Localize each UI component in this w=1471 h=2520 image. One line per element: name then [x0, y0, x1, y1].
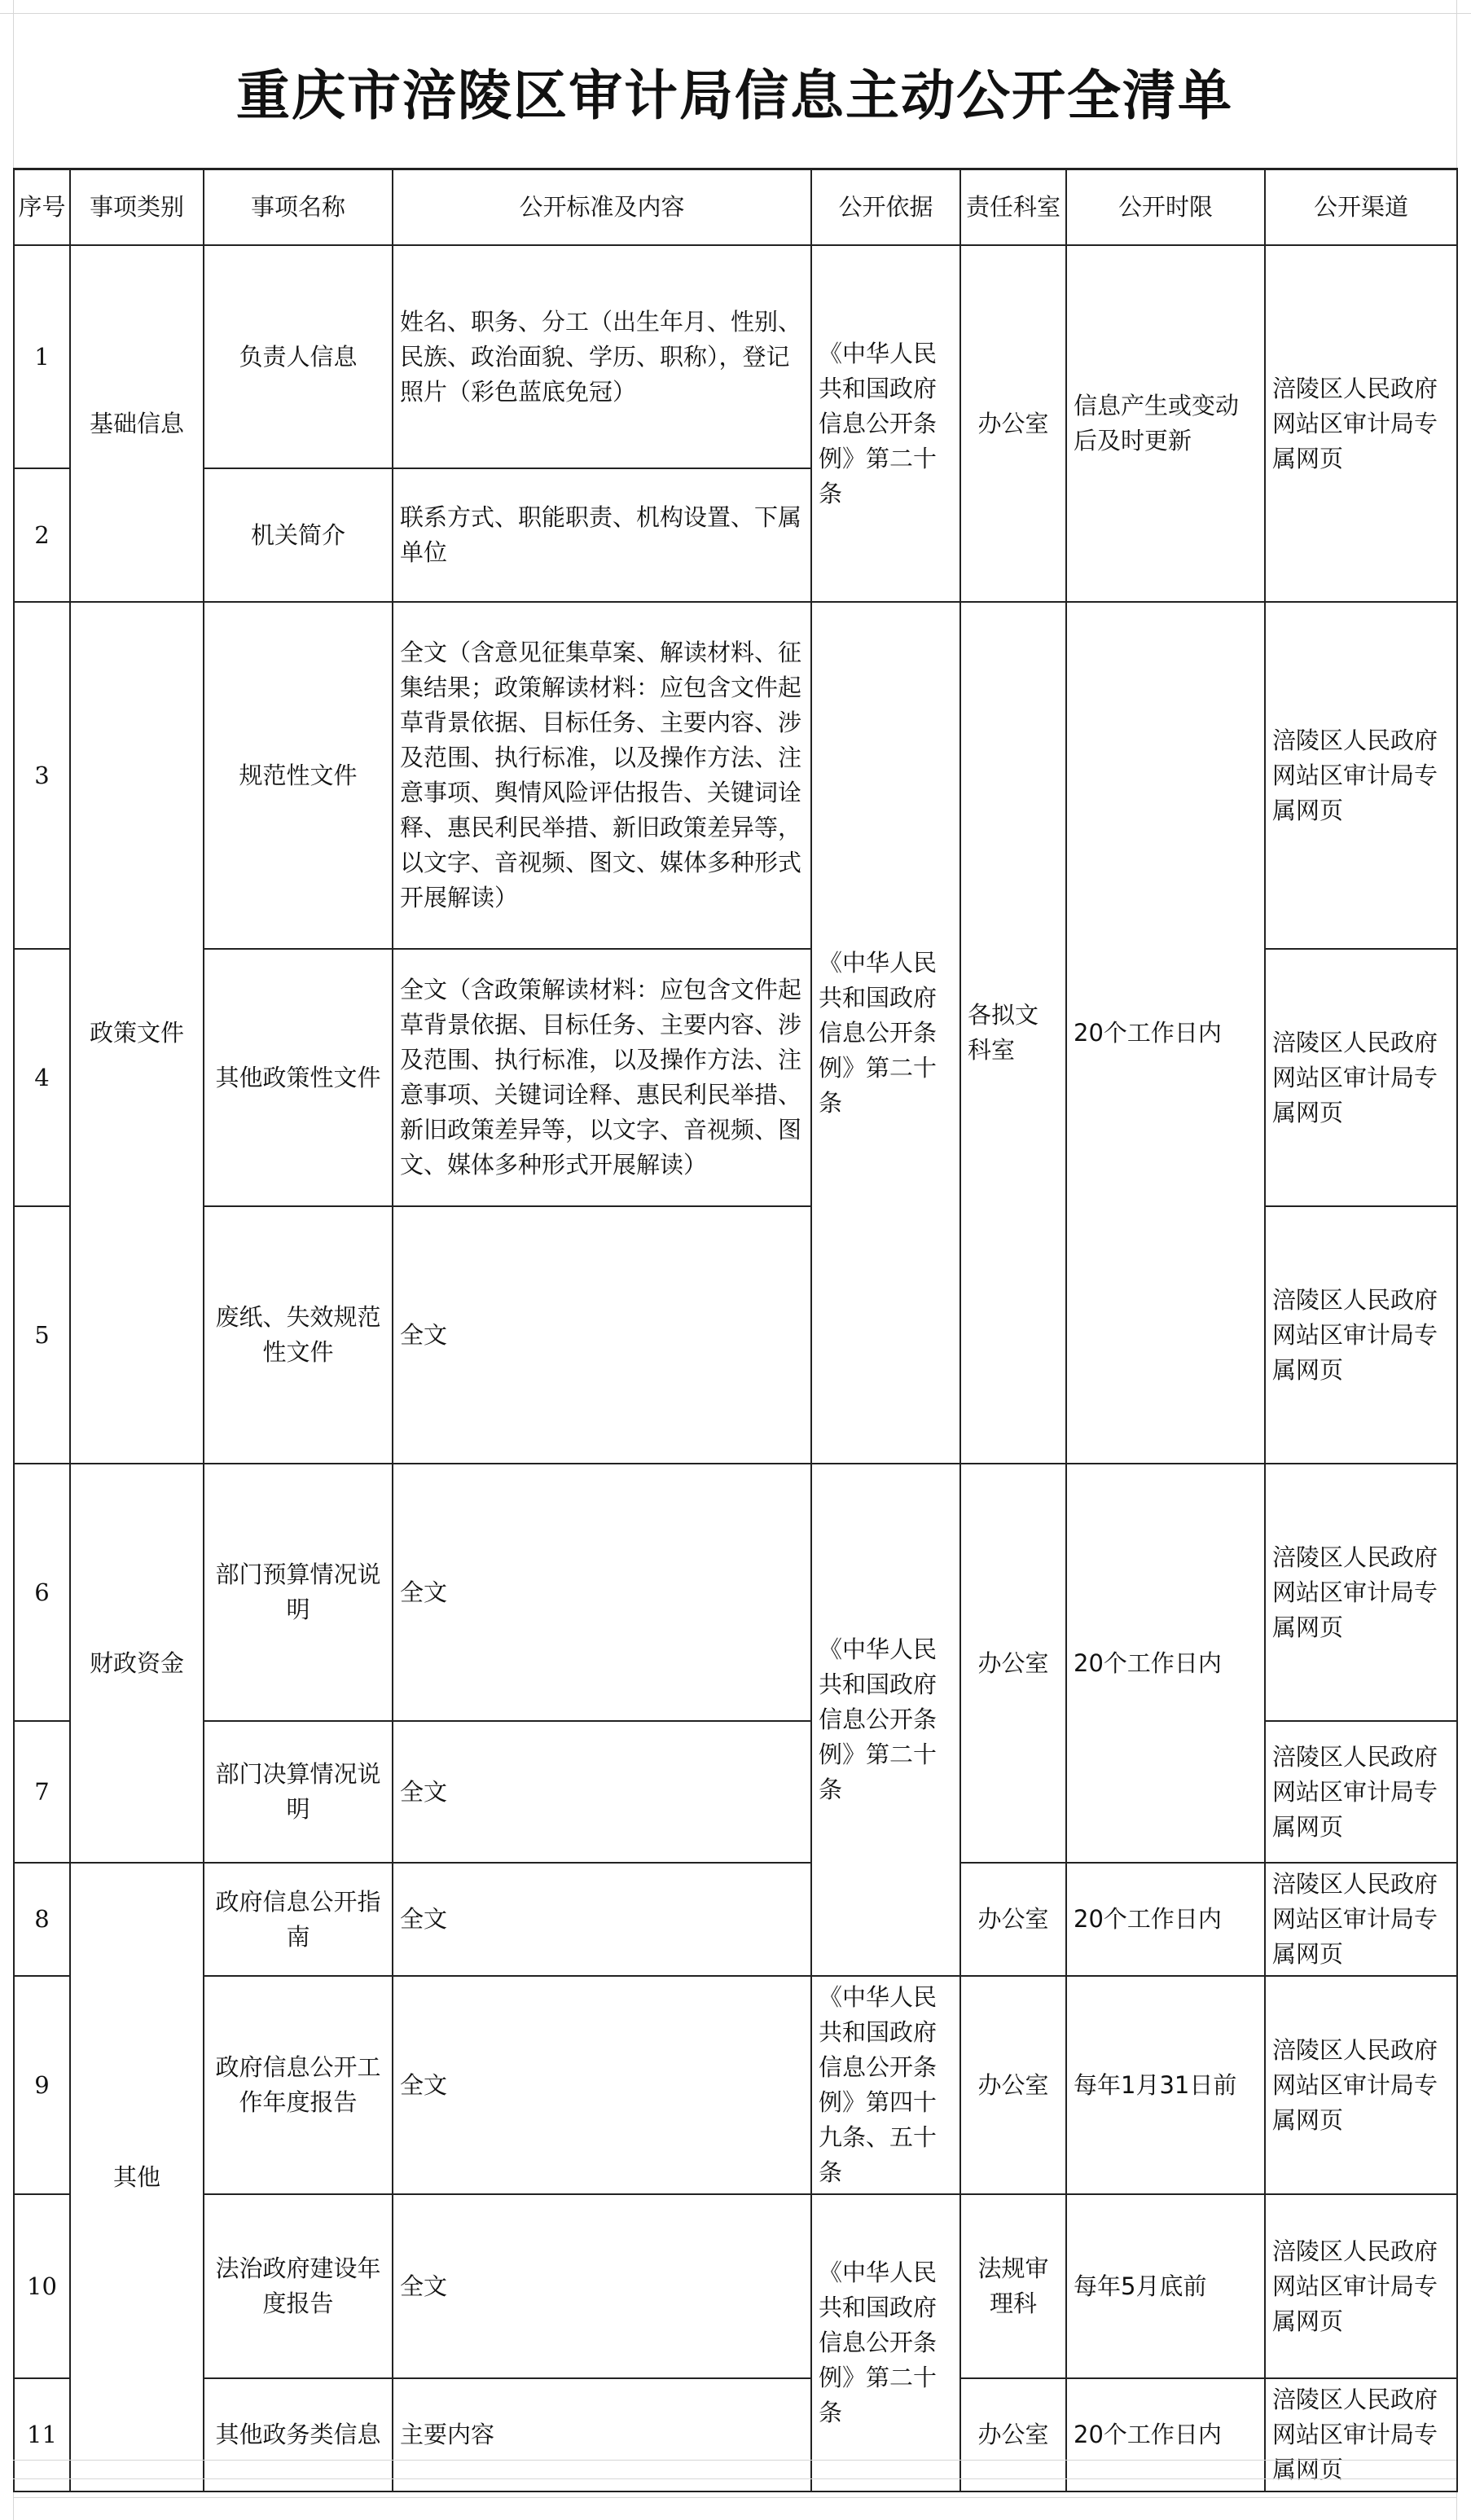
content-cell: 全文	[393, 2194, 811, 2378]
header-content: 公开标准及内容	[393, 169, 811, 245]
item-name-cell: 政府信息公开指南	[204, 1863, 393, 1976]
category-cell: 政策文件	[70, 602, 204, 1464]
item-name-cell: 规范性文件	[204, 602, 393, 949]
item-name-cell: 部门预算情况说明	[204, 1464, 393, 1721]
category-cell: 基础信息	[70, 245, 204, 602]
channel-cell: 涪陵区人民政府网站区审计局专属网页	[1265, 1721, 1457, 1863]
seq-cell: 9	[14, 1976, 70, 2194]
time-cell: 20个工作日内	[1066, 602, 1265, 1464]
channel-cell: 涪陵区人民政府网站区审计局专属网页	[1265, 2378, 1457, 2491]
category-cell: 财政资金	[70, 1464, 204, 1863]
seq-cell: 6	[14, 1464, 70, 1721]
seq-cell: 3	[14, 602, 70, 949]
item-name-cell: 部门决算情况说明	[204, 1721, 393, 1863]
item-name-cell: 废纸、失效规范性文件	[204, 1206, 393, 1464]
item-name-cell: 机关简介	[204, 468, 393, 602]
content-cell: 全文	[393, 1863, 811, 1976]
seq-cell: 8	[14, 1863, 70, 1976]
item-name-cell: 政府信息公开工作年度报告	[204, 1976, 393, 2194]
content-cell: 全文	[393, 1206, 811, 1464]
time-cell: 20个工作日内	[1066, 1863, 1265, 1976]
empty-row	[13, 2479, 1456, 2498]
table-row	[14, 1976, 1457, 2194]
empty-row	[13, 2442, 1456, 2461]
seq-cell: 7	[14, 1721, 70, 1863]
dept-cell: 办公室	[960, 1976, 1066, 2194]
table-row	[14, 1464, 1457, 1721]
item-name-cell: 其他政务类信息	[204, 2378, 393, 2491]
basis-cell: 《中华人民共和国政府信息公开条例》第二十条	[811, 1464, 960, 1976]
time-cell: 信息产生或变动后及时更新	[1066, 245, 1265, 602]
channel-cell: 涪陵区人民政府网站区审计局专属网页	[1265, 949, 1457, 1206]
seq-cell: 1	[14, 245, 70, 468]
header-name: 事项名称	[204, 169, 393, 245]
seq-cell: 11	[14, 2378, 70, 2491]
basis-cell: 《中华人民共和国政府信息公开条例》第二十条	[811, 602, 960, 1464]
dept-cell: 办公室	[960, 1464, 1066, 1863]
channel-cell: 涪陵区人民政府网站区审计局专属网页	[1265, 2194, 1457, 2378]
content-cell: 全文（含意见征集草案、解读材料、征集结果；政策解读材料：应包含文件起草背景依据、目标任务、主要内容、涉及范围、执行标准，以及操作方法、注意事项、舆情风险评估报告、关键词诠释、惠民利民举措、新旧政策差异等，以文字、音视频、图文、媒体多种形式开展解读）	[393, 602, 811, 949]
time-cell: 20个工作日内	[1066, 1464, 1265, 1863]
channel-cell: 涪陵区人民政府网站区审计局专属网页	[1265, 245, 1457, 602]
content-cell: 主要内容	[393, 2378, 811, 2491]
table-row	[14, 2194, 1457, 2378]
dept-cell: 各拟文科室	[960, 602, 1066, 1464]
dept-cell: 办公室	[960, 2378, 1066, 2491]
table-row	[14, 1863, 1457, 1976]
basis-cell: 《中华人民共和国政府信息公开条例》第二十条	[811, 2194, 960, 2491]
item-name-cell: 其他政策性文件	[204, 949, 393, 1206]
dept-cell: 办公室	[960, 245, 1066, 602]
seq-cell: 4	[14, 949, 70, 1206]
page-title: 重庆市涪陵区审计局信息主动公开全清单	[13, 13, 1456, 170]
header-row	[14, 169, 1457, 245]
item-name-cell: 法治政府建设年度报告	[204, 2194, 393, 2378]
category-cell: 其他	[70, 1863, 204, 2491]
channel-cell: 涪陵区人民政府网站区审计局专属网页	[1265, 1863, 1457, 1976]
empty-grid-rows	[13, 2442, 1456, 2498]
header-time: 公开时限	[1066, 169, 1265, 245]
seq-cell: 5	[14, 1206, 70, 1464]
channel-cell: 涪陵区人民政府网站区审计局专属网页	[1265, 1464, 1457, 1721]
header-category: 事项类别	[70, 169, 204, 245]
disclosure-table	[13, 168, 1458, 2492]
content-cell: 全文（含政策解读材料：应包含文件起草背景依据、目标任务、主要内容、涉及范围、执行标准，以及操作方法、注意事项、关键词诠释、惠民利民举措、新旧政策差异等，以文字、音视频、图文、媒体多种形式开展解读）	[393, 949, 811, 1206]
content-cell: 全文	[393, 1976, 811, 2194]
item-name-cell: 负责人信息	[204, 245, 393, 468]
dept-cell: 法规审理科	[960, 2194, 1066, 2378]
dept-cell: 办公室	[960, 1863, 1066, 1976]
channel-cell: 涪陵区人民政府网站区审计局专属网页	[1265, 1976, 1457, 2194]
channel-cell: 涪陵区人民政府网站区审计局专属网页	[1265, 1206, 1457, 1464]
empty-row	[13, 2461, 1456, 2479]
header-channel: 公开渠道	[1265, 169, 1457, 245]
basis-cell: 《中华人民共和国政府信息公开条例》第二十条	[811, 245, 960, 602]
table-row	[14, 602, 1457, 949]
content-cell: 全文	[393, 1721, 811, 1863]
content-cell: 全文	[393, 1464, 811, 1721]
channel-cell: 涪陵区人民政府网站区审计局专属网页	[1265, 602, 1457, 949]
time-cell: 每年5月底前	[1066, 2194, 1265, 2378]
seq-cell: 2	[14, 468, 70, 602]
header-basis: 公开依据	[811, 169, 960, 245]
table-row	[14, 245, 1457, 468]
time-cell: 20个工作日内	[1066, 2378, 1265, 2491]
content-cell: 姓名、职务、分工（出生年月、性别、民族、政治面貌、学历、职称），登记照片（彩色蓝底免冠）	[393, 245, 811, 468]
header-dept: 责任科室	[960, 169, 1066, 245]
header-seq: 序号	[14, 169, 70, 245]
seq-cell: 10	[14, 2194, 70, 2378]
basis-cell: 《中华人民共和国政府信息公开条例》第四十九条、五十条	[811, 1976, 960, 2194]
content-cell: 联系方式、职能职责、机构设置、下属单位	[393, 468, 811, 602]
time-cell: 每年1月31日前	[1066, 1976, 1265, 2194]
